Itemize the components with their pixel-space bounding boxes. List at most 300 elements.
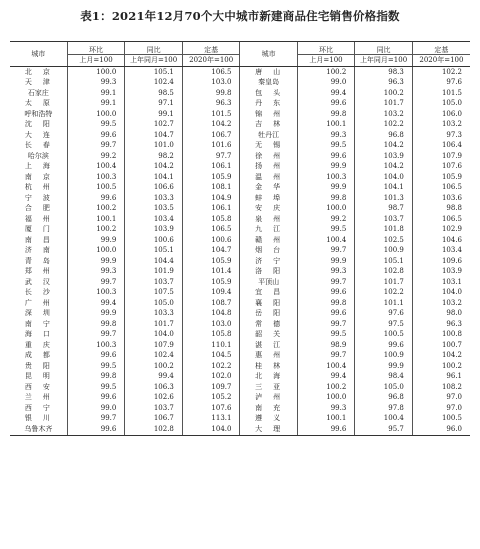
mom-value-right: 99.8 bbox=[297, 109, 355, 120]
yoy-value-left: 106.3 bbox=[125, 382, 183, 393]
city-name-left: 长 沙 bbox=[24, 288, 52, 297]
fixed-value-left: 104.5 bbox=[182, 351, 240, 362]
mom-value-right: 99.8 bbox=[297, 193, 355, 204]
fixed-value-right: 106.4 bbox=[412, 141, 470, 152]
yoy-value-right: 99.9 bbox=[355, 361, 413, 372]
table-row bbox=[10, 340, 470, 351]
mom-value-right: 99.7 bbox=[297, 277, 355, 288]
header-mom-right: 环比 bbox=[297, 42, 355, 55]
yoy-value-right: 98.4 bbox=[355, 372, 413, 383]
mom-value-right: 99.2 bbox=[297, 214, 355, 225]
yoy-value-left: 99.1 bbox=[125, 109, 183, 120]
fixed-value-left: 106.1 bbox=[182, 162, 240, 173]
city-name-left: 昆 明 bbox=[24, 372, 52, 381]
table-row bbox=[10, 204, 470, 215]
table-row bbox=[10, 214, 470, 225]
fixed-value-right: 103.2 bbox=[412, 120, 470, 131]
mom-value-left: 100.0 bbox=[67, 67, 125, 78]
mom-value-right: 99.9 bbox=[297, 183, 355, 194]
yoy-value-right: 95.7 bbox=[355, 424, 413, 435]
fixed-value-right: 104.2 bbox=[412, 351, 470, 362]
header-yoy-right: 同比 bbox=[355, 42, 413, 55]
price-index-table bbox=[10, 41, 470, 436]
yoy-value-left: 103.5 bbox=[125, 204, 183, 215]
city-name-right: 洛 阳 bbox=[240, 267, 297, 278]
table-row bbox=[10, 267, 470, 278]
yoy-value-right: 99.6 bbox=[355, 340, 413, 351]
fixed-value-right: 101.5 bbox=[412, 88, 470, 99]
table-row bbox=[10, 193, 470, 204]
table-row bbox=[10, 225, 470, 236]
table-row bbox=[10, 372, 470, 383]
mom-value-left: 99.2 bbox=[67, 151, 125, 162]
table-row bbox=[10, 88, 470, 99]
fixed-value-right: 103.9 bbox=[412, 267, 470, 278]
fixed-value-left: 106.7 bbox=[182, 130, 240, 141]
mom-value-right: 100.0 bbox=[297, 204, 355, 215]
mom-value-left: 99.9 bbox=[67, 235, 125, 246]
yoy-value-right: 104.1 bbox=[355, 183, 413, 194]
yoy-value-right: 105.0 bbox=[355, 382, 413, 393]
city-name-left: 郑 州 bbox=[24, 267, 52, 276]
city-name-right: 包 头 bbox=[240, 88, 297, 99]
city-name-right: 济 宁 bbox=[240, 256, 297, 267]
table-row bbox=[10, 256, 470, 267]
table-row bbox=[10, 141, 470, 152]
yoy-value-right: 100.2 bbox=[355, 88, 413, 99]
fixed-value-left: 101.4 bbox=[182, 267, 240, 278]
mom-value-left: 99.9 bbox=[67, 309, 125, 320]
table-row bbox=[10, 151, 470, 162]
fixed-value-left: 110.1 bbox=[182, 340, 240, 351]
fixed-value-right: 98.8 bbox=[412, 204, 470, 215]
mom-value-left: 99.7 bbox=[67, 277, 125, 288]
city-name-right: 温 州 bbox=[240, 172, 297, 183]
fixed-value-right: 100.5 bbox=[412, 414, 470, 425]
yoy-value-right: 101.8 bbox=[355, 225, 413, 236]
yoy-value-right: 102.2 bbox=[355, 288, 413, 299]
mom-value-right: 99.3 bbox=[297, 130, 355, 141]
yoy-value-right: 104.2 bbox=[355, 141, 413, 152]
fixed-value-left: 105.2 bbox=[182, 393, 240, 404]
yoy-value-right: 101.3 bbox=[355, 193, 413, 204]
fixed-value-right: 97.6 bbox=[412, 78, 470, 89]
city-name-right: 韶 关 bbox=[240, 330, 297, 341]
mom-value-right: 99.6 bbox=[297, 309, 355, 320]
fixed-value-left: 109.4 bbox=[182, 288, 240, 299]
yoy-value-left: 103.7 bbox=[125, 277, 183, 288]
fixed-value-left: 104.8 bbox=[182, 309, 240, 320]
city-name-left: 济 南 bbox=[24, 246, 52, 255]
table-body bbox=[10, 67, 470, 436]
header-city-left: 城市 bbox=[10, 42, 67, 67]
table-row bbox=[10, 109, 470, 120]
table-row bbox=[10, 235, 470, 246]
fixed-value-left: 105.9 bbox=[182, 256, 240, 267]
city-name-right: 锦 州 bbox=[240, 109, 297, 120]
mom-value-right: 100.2 bbox=[297, 67, 355, 78]
yoy-value-right: 101.7 bbox=[355, 99, 413, 110]
yoy-value-left: 101.7 bbox=[125, 319, 183, 330]
yoy-value-left: 104.0 bbox=[125, 330, 183, 341]
yoy-value-right: 102.8 bbox=[355, 267, 413, 278]
header-fixed-right: 定基 bbox=[412, 42, 470, 55]
mom-value-right: 99.9 bbox=[297, 162, 355, 173]
mom-value-left: 99.5 bbox=[67, 120, 125, 131]
yoy-value-left: 100.6 bbox=[125, 235, 183, 246]
city-name-right: 平顶山 bbox=[240, 277, 297, 288]
city-name-left: 上 海 bbox=[24, 162, 52, 171]
fixed-value-left: 101.5 bbox=[182, 109, 240, 120]
yoy-value-left: 98.5 bbox=[125, 88, 183, 99]
header-mom-base-right: 上月=100 bbox=[297, 55, 355, 67]
table-row bbox=[10, 298, 470, 309]
city-name-right: 常 德 bbox=[240, 319, 297, 330]
yoy-value-right: 102.5 bbox=[355, 235, 413, 246]
city-name-left: 兰 州 bbox=[24, 393, 52, 402]
city-name-right: 蚌 埠 bbox=[240, 193, 297, 204]
fixed-value-right: 106.0 bbox=[412, 109, 470, 120]
yoy-value-right: 105.1 bbox=[355, 256, 413, 267]
yoy-value-left: 107.5 bbox=[125, 288, 183, 299]
city-name-right: 宜 昌 bbox=[240, 288, 297, 299]
fixed-value-left: 96.3 bbox=[182, 99, 240, 110]
yoy-value-left: 106.7 bbox=[125, 414, 183, 425]
yoy-value-left: 101.9 bbox=[125, 267, 183, 278]
table-row bbox=[10, 99, 470, 110]
city-name-right: 安 庆 bbox=[240, 204, 297, 215]
city-name-right: 遵 义 bbox=[240, 414, 297, 425]
city-name-right: 南 充 bbox=[240, 403, 297, 414]
city-name-left: 重 庆 bbox=[24, 340, 52, 349]
mom-value-left: 100.2 bbox=[67, 204, 125, 215]
city-name-right: 襄 阳 bbox=[240, 298, 297, 309]
table-row bbox=[10, 403, 470, 414]
yoy-value-left: 102.4 bbox=[125, 351, 183, 362]
fixed-value-left: 104.2 bbox=[182, 120, 240, 131]
fixed-value-left: 108.7 bbox=[182, 298, 240, 309]
mom-value-left: 99.7 bbox=[67, 414, 125, 425]
mom-value-left: 100.1 bbox=[67, 214, 125, 225]
city-name-left: 天 津 bbox=[24, 78, 52, 87]
table-row bbox=[10, 288, 470, 299]
city-name-right: 北 海 bbox=[240, 372, 297, 383]
mom-value-left: 100.0 bbox=[67, 109, 125, 120]
table-row bbox=[10, 183, 470, 194]
fixed-value-right: 105.0 bbox=[412, 99, 470, 110]
mom-value-right: 100.1 bbox=[297, 120, 355, 131]
city-name-right: 扬 州 bbox=[240, 162, 297, 173]
city-name-right: 金 华 bbox=[240, 183, 297, 194]
city-name-left: 乌鲁木齐 bbox=[10, 424, 67, 435]
mom-value-right: 100.4 bbox=[297, 235, 355, 246]
fixed-value-right: 100.7 bbox=[412, 340, 470, 351]
mom-value-left: 99.5 bbox=[67, 361, 125, 372]
mom-value-right: 99.3 bbox=[297, 267, 355, 278]
fixed-value-left: 105.8 bbox=[182, 330, 240, 341]
table-row bbox=[10, 351, 470, 362]
city-name-left: 厦 门 bbox=[24, 225, 52, 234]
mom-value-left: 99.7 bbox=[67, 330, 125, 341]
city-name-right: 泸 州 bbox=[240, 393, 297, 404]
mom-value-left: 100.5 bbox=[67, 183, 125, 194]
table-row bbox=[10, 130, 470, 141]
header-mom-base-left: 上月=100 bbox=[67, 55, 125, 67]
table-row bbox=[10, 246, 470, 257]
header-yoy-base-left: 上年同月=100 bbox=[125, 55, 183, 67]
fixed-value-right: 106.5 bbox=[412, 183, 470, 194]
fixed-value-left: 108.1 bbox=[182, 183, 240, 194]
mom-value-right: 99.0 bbox=[297, 78, 355, 89]
fixed-value-right: 97.0 bbox=[412, 403, 470, 414]
city-name-left: 杭 州 bbox=[24, 183, 52, 192]
city-name-right: 烟 台 bbox=[240, 246, 297, 257]
mom-value-left: 99.4 bbox=[67, 298, 125, 309]
city-name-left: 沈 阳 bbox=[24, 120, 52, 129]
yoy-value-right: 98.7 bbox=[355, 204, 413, 215]
city-name-right: 大 理 bbox=[240, 424, 297, 435]
fixed-value-right: 96.3 bbox=[412, 319, 470, 330]
table-row bbox=[10, 414, 470, 425]
header-yoy-left: 同比 bbox=[125, 42, 183, 55]
yoy-value-left: 105.1 bbox=[125, 67, 183, 78]
city-name-right: 惠 州 bbox=[240, 351, 297, 362]
yoy-value-right: 103.7 bbox=[355, 214, 413, 225]
fixed-value-right: 100.8 bbox=[412, 330, 470, 341]
header-fixed-base-right: 2020年=100 bbox=[412, 55, 470, 67]
mom-value-left: 99.8 bbox=[67, 372, 125, 383]
yoy-value-left: 103.7 bbox=[125, 403, 183, 414]
fixed-value-right: 102.2 bbox=[412, 67, 470, 78]
yoy-value-left: 103.3 bbox=[125, 309, 183, 320]
city-name-right: 吉 林 bbox=[240, 120, 297, 131]
header-yoy-base-right: 上年同月=100 bbox=[355, 55, 413, 67]
mom-value-left: 100.3 bbox=[67, 288, 125, 299]
mom-value-right: 99.5 bbox=[297, 330, 355, 341]
city-name-left: 合 肥 bbox=[24, 204, 52, 213]
mom-value-left: 99.0 bbox=[67, 403, 125, 414]
mom-value-right: 100.2 bbox=[297, 382, 355, 393]
yoy-value-right: 96.8 bbox=[355, 130, 413, 141]
city-name-right: 桂 林 bbox=[240, 361, 297, 372]
mom-value-right: 99.6 bbox=[297, 151, 355, 162]
mom-value-left: 99.9 bbox=[67, 256, 125, 267]
mom-value-right: 100.3 bbox=[297, 172, 355, 183]
fixed-value-left: 97.7 bbox=[182, 151, 240, 162]
city-name-left: 南 京 bbox=[24, 172, 52, 181]
mom-value-right: 99.5 bbox=[297, 141, 355, 152]
mom-value-left: 99.3 bbox=[67, 267, 125, 278]
mom-value-right: 99.4 bbox=[297, 372, 355, 383]
city-name-left: 石家庄 bbox=[27, 88, 49, 97]
mom-value-right: 100.0 bbox=[297, 393, 355, 404]
mom-value-right: 99.6 bbox=[297, 99, 355, 110]
mom-value-left: 99.6 bbox=[67, 424, 125, 435]
mom-value-right: 99.6 bbox=[297, 424, 355, 435]
fixed-value-left: 99.8 bbox=[182, 88, 240, 99]
city-name-right: 唐 山 bbox=[240, 67, 297, 78]
mom-value-right: 99.4 bbox=[297, 88, 355, 99]
city-name-right: 秦皇岛 bbox=[240, 78, 297, 89]
city-name-left: 西 宁 bbox=[24, 403, 52, 412]
mom-value-left: 100.2 bbox=[67, 225, 125, 236]
yoy-value-right: 104.0 bbox=[355, 172, 413, 183]
city-name-left: 广 州 bbox=[24, 298, 52, 307]
mom-value-right: 99.3 bbox=[297, 403, 355, 414]
yoy-value-left: 103.3 bbox=[125, 193, 183, 204]
yoy-value-right: 100.9 bbox=[355, 351, 413, 362]
mom-value-right: 99.7 bbox=[297, 246, 355, 257]
mom-value-right: 99.6 bbox=[297, 288, 355, 299]
city-name-left: 呼和浩特 bbox=[24, 109, 53, 118]
mom-value-left: 99.7 bbox=[67, 141, 125, 152]
yoy-value-left: 102.6 bbox=[125, 393, 183, 404]
city-name-left: 银 川 bbox=[24, 414, 52, 423]
city-name-left: 海 口 bbox=[24, 330, 52, 339]
city-name-left: 长 春 bbox=[24, 141, 52, 150]
table-row bbox=[10, 424, 470, 435]
city-name-left: 西 安 bbox=[24, 382, 52, 391]
yoy-value-left: 104.1 bbox=[125, 172, 183, 183]
yoy-value-left: 105.0 bbox=[125, 298, 183, 309]
fixed-value-left: 104.9 bbox=[182, 193, 240, 204]
yoy-value-right: 96.8 bbox=[355, 393, 413, 404]
yoy-value-left: 97.1 bbox=[125, 99, 183, 110]
yoy-value-left: 98.2 bbox=[125, 151, 183, 162]
fixed-value-left: 102.2 bbox=[182, 361, 240, 372]
mom-value-left: 100.3 bbox=[67, 340, 125, 351]
mom-value-right: 99.7 bbox=[297, 319, 355, 330]
city-name-right: 九 江 bbox=[240, 225, 297, 236]
yoy-value-left: 104.7 bbox=[125, 130, 183, 141]
mom-value-right: 99.9 bbox=[297, 256, 355, 267]
table-row bbox=[10, 330, 470, 341]
mom-value-right: 100.4 bbox=[297, 361, 355, 372]
fixed-value-right: 109.6 bbox=[412, 256, 470, 267]
city-name-left: 武 汉 bbox=[24, 277, 52, 286]
mom-value-right: 99.5 bbox=[297, 225, 355, 236]
header-fixed-base-left: 2020年=100 bbox=[182, 55, 240, 67]
city-name-right: 牡丹江 bbox=[240, 130, 297, 141]
yoy-value-left: 103.9 bbox=[125, 225, 183, 236]
yoy-value-right: 97.6 bbox=[355, 309, 413, 320]
header-city-right: 城市 bbox=[240, 42, 297, 67]
mom-value-left: 99.6 bbox=[67, 130, 125, 141]
fixed-value-left: 106.1 bbox=[182, 204, 240, 215]
fixed-value-right: 96.1 bbox=[412, 372, 470, 383]
fixed-value-right: 97.0 bbox=[412, 393, 470, 404]
city-name-left: 青 岛 bbox=[24, 256, 52, 265]
fixed-value-left: 107.6 bbox=[182, 403, 240, 414]
table-row bbox=[10, 277, 470, 288]
yoy-value-right: 101.1 bbox=[355, 298, 413, 309]
fixed-value-right: 106.5 bbox=[412, 214, 470, 225]
city-name-left: 南 宁 bbox=[24, 319, 52, 328]
fixed-value-right: 103.1 bbox=[412, 277, 470, 288]
fixed-value-left: 109.7 bbox=[182, 382, 240, 393]
fixed-value-right: 107.9 bbox=[412, 151, 470, 162]
mom-value-left: 99.1 bbox=[67, 99, 125, 110]
table-row bbox=[10, 309, 470, 320]
yoy-value-right: 101.7 bbox=[355, 277, 413, 288]
mom-value-left: 99.3 bbox=[67, 78, 125, 89]
city-name-left: 宁 波 bbox=[24, 193, 52, 202]
mom-value-left: 100.0 bbox=[67, 246, 125, 257]
fixed-value-right: 107.6 bbox=[412, 162, 470, 173]
city-name-left: 哈尔滨 bbox=[27, 151, 49, 160]
mom-value-left: 99.8 bbox=[67, 319, 125, 330]
city-name-left: 大 连 bbox=[24, 130, 52, 139]
yoy-value-right: 97.8 bbox=[355, 403, 413, 414]
fixed-value-left: 101.6 bbox=[182, 141, 240, 152]
fixed-value-right: 105.9 bbox=[412, 172, 470, 183]
fixed-value-left: 103.0 bbox=[182, 319, 240, 330]
fixed-value-right: 102.9 bbox=[412, 225, 470, 236]
fixed-value-right: 108.2 bbox=[412, 382, 470, 393]
yoy-value-right: 103.2 bbox=[355, 109, 413, 120]
yoy-value-left: 102.7 bbox=[125, 120, 183, 131]
fixed-value-left: 103.0 bbox=[182, 78, 240, 89]
city-name-right: 无 锡 bbox=[240, 141, 297, 152]
city-name-left: 贵 阳 bbox=[24, 361, 52, 370]
yoy-value-right: 96.3 bbox=[355, 78, 413, 89]
yoy-value-left: 102.8 bbox=[125, 424, 183, 435]
yoy-value-left: 102.4 bbox=[125, 78, 183, 89]
fixed-value-left: 102.0 bbox=[182, 372, 240, 383]
fixed-value-left: 106.5 bbox=[182, 225, 240, 236]
yoy-value-right: 100.9 bbox=[355, 246, 413, 257]
fixed-value-right: 96.0 bbox=[412, 424, 470, 435]
city-name-left: 福 州 bbox=[24, 214, 52, 223]
fixed-value-left: 105.8 bbox=[182, 214, 240, 225]
city-name-right: 泉 州 bbox=[240, 214, 297, 225]
yoy-value-left: 105.1 bbox=[125, 246, 183, 257]
yoy-value-left: 103.4 bbox=[125, 214, 183, 225]
table-row bbox=[10, 67, 470, 78]
header-fixed-left: 定基 bbox=[182, 42, 240, 55]
mom-value-left: 100.3 bbox=[67, 172, 125, 183]
yoy-value-right: 102.2 bbox=[355, 120, 413, 131]
fixed-value-left: 113.1 bbox=[182, 414, 240, 425]
yoy-value-right: 104.2 bbox=[355, 162, 413, 173]
yoy-value-right: 97.5 bbox=[355, 319, 413, 330]
fixed-value-right: 100.2 bbox=[412, 361, 470, 372]
table-row bbox=[10, 78, 470, 89]
fixed-value-right: 97.3 bbox=[412, 130, 470, 141]
table-row bbox=[10, 319, 470, 330]
mom-value-left: 99.1 bbox=[67, 88, 125, 99]
fixed-value-left: 105.9 bbox=[182, 277, 240, 288]
city-name-right: 徐 州 bbox=[240, 151, 297, 162]
fixed-value-right: 104.6 bbox=[412, 235, 470, 246]
yoy-value-left: 101.0 bbox=[125, 141, 183, 152]
mom-value-left: 99.5 bbox=[67, 382, 125, 393]
mom-value-left: 99.6 bbox=[67, 393, 125, 404]
city-name-left: 深 圳 bbox=[24, 309, 52, 318]
header-mom-left: 环比 bbox=[67, 42, 125, 55]
table-row bbox=[10, 120, 470, 131]
yoy-value-left: 106.6 bbox=[125, 183, 183, 194]
mom-value-right: 99.8 bbox=[297, 298, 355, 309]
fixed-value-left: 104.7 bbox=[182, 246, 240, 257]
yoy-value-right: 98.3 bbox=[355, 67, 413, 78]
table-row bbox=[10, 162, 470, 173]
yoy-value-left: 104.2 bbox=[125, 162, 183, 173]
city-name-left: 北 京 bbox=[24, 67, 52, 76]
city-name-left: 南 昌 bbox=[24, 235, 52, 244]
city-name-right: 三 亚 bbox=[240, 382, 297, 393]
table-row bbox=[10, 361, 470, 372]
